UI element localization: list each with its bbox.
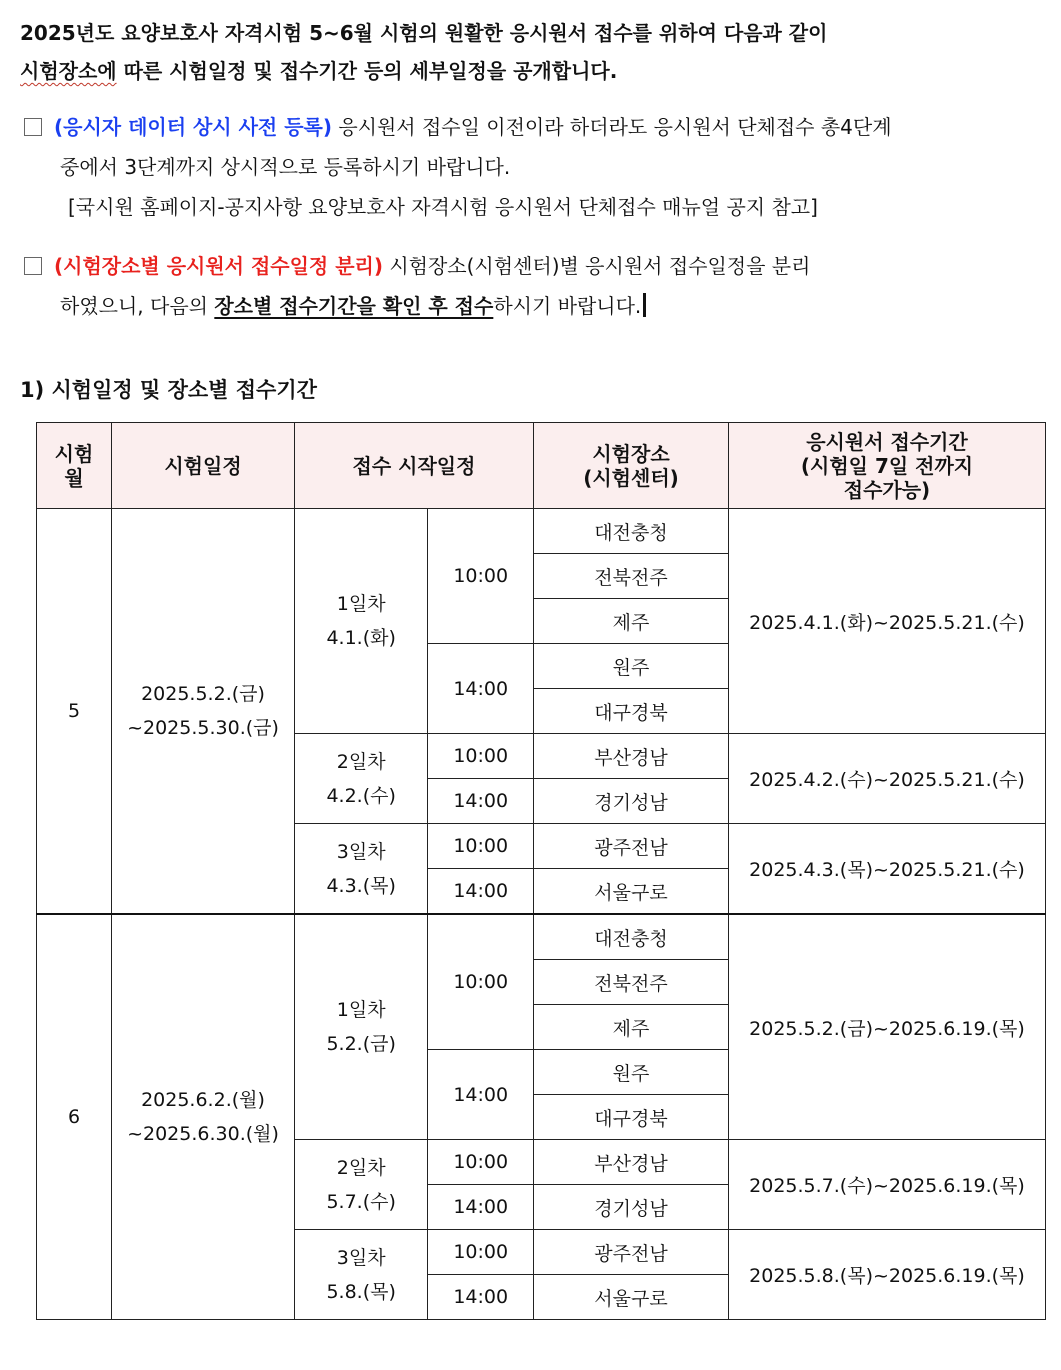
intro-line1: 2025년도 요양보호사 자격시험 5~6월 시험의 원활한 응시원서 접수를 위하여 다음과 같이 xyxy=(20,21,828,45)
exam-schedule-cell: 2025.6.2.(월) ~2025.6.30.(월) xyxy=(112,914,295,1320)
start-time-cell: 10:00 xyxy=(428,509,534,644)
application-period-cell: 2025.4.1.(화)~2025.5.21.(수) xyxy=(729,509,1046,734)
start-day-cell: 3일차 5.8.(목) xyxy=(295,1230,428,1320)
start-time-cell: 10:00 xyxy=(428,824,534,869)
item1-text: 응시원서 접수일 이전이라 하더라도 응시원서 단체접수 총4단계 xyxy=(331,115,892,139)
application-period-cell: 2025.4.3.(목)~2025.5.21.(수) xyxy=(729,824,1046,915)
schedule-table xyxy=(36,422,1046,1320)
venue-cell: 대전충청 xyxy=(534,914,729,960)
venue-cell: 서울구로 xyxy=(534,869,729,915)
table-row xyxy=(37,509,1046,554)
intro-line2: 따른 시험일정 및 접수기간 등의 세부일정을 공개합니다. xyxy=(116,59,618,83)
start-time-cell: 14:00 xyxy=(428,779,534,824)
month-cell: 5 xyxy=(37,509,112,915)
item1-title: (응시자 데이터 상시 사전 등록) xyxy=(54,115,332,139)
venue-cell: 광주전남 xyxy=(534,824,729,869)
checkbox-square-icon xyxy=(24,118,42,136)
venue-cell: 원주 xyxy=(534,1050,729,1095)
start-time-cell: 14:00 xyxy=(428,1185,534,1230)
item2-text: 시험장소(시험센터)별 응시원서 접수일정을 분리 xyxy=(382,254,811,278)
start-day-cell: 1일차 4.1.(화) xyxy=(295,509,428,734)
start-time-cell: 14:00 xyxy=(428,869,534,915)
header-venue: 시험장소 (시험센터) xyxy=(534,423,729,509)
item2-title: (시험장소별 응시원서 접수일정 분리) xyxy=(54,254,383,278)
header-schedule: 시험일정 xyxy=(112,423,295,509)
venue-cell: 부산경남 xyxy=(534,734,729,779)
section-title: 1) 시험일정 및 장소별 접수기간 xyxy=(20,378,317,402)
item2-text2b: 하시기 바랍니다. xyxy=(493,294,642,318)
notice-item-schedule-split xyxy=(20,246,1050,326)
item1-text2: 중에서 3단계까지 상시적으로 등록하시기 바랍니다. xyxy=(60,155,511,179)
start-time-cell: 10:00 xyxy=(428,1140,534,1185)
venue-cell: 전북전주 xyxy=(534,554,729,599)
text-cursor xyxy=(643,293,646,317)
start-time-cell: 14:00 xyxy=(428,1050,534,1140)
item2-text2a: 하였으니, 다음의 xyxy=(60,294,215,318)
start-time-cell: 10:00 xyxy=(428,1230,534,1275)
venue-cell: 제주 xyxy=(534,1005,729,1050)
venue-cell: 경기성남 xyxy=(534,779,729,824)
notice-item-preregistration xyxy=(20,107,1050,227)
venue-cell: 원주 xyxy=(534,644,729,689)
start-time-cell: 10:00 xyxy=(428,914,534,1050)
intro-venue-word: 시험장소에 xyxy=(20,59,117,83)
venue-cell: 서울구로 xyxy=(534,1275,729,1320)
venue-cell: 제주 xyxy=(534,599,729,644)
exam-schedule-cell: 2025.5.2.(금) ~2025.5.30.(금) xyxy=(112,509,295,915)
venue-cell: 대구경북 xyxy=(534,1095,729,1140)
venue-cell: 광주전남 xyxy=(534,1230,729,1275)
start-time-cell: 14:00 xyxy=(428,644,534,734)
schedule-table-body xyxy=(37,509,1046,1320)
table-row xyxy=(37,914,1046,960)
application-period-cell: 2025.5.2.(금)~2025.6.19.(목) xyxy=(729,914,1046,1140)
venue-cell: 전북전주 xyxy=(534,960,729,1005)
month-cell: 6 xyxy=(37,914,112,1320)
start-time-cell: 10:00 xyxy=(428,734,534,779)
application-period-cell: 2025.5.8.(목)~2025.6.19.(목) xyxy=(729,1230,1046,1320)
item1-reference: [국시원 홈페이지-공지사항 요양보호사 자격시험 응시원서 단체접수 매뉴얼 공지 참고] xyxy=(68,195,818,219)
venue-cell: 부산경남 xyxy=(534,1140,729,1185)
start-time-cell: 14:00 xyxy=(428,1275,534,1320)
application-period-cell: 2025.4.2.(수)~2025.5.21.(수) xyxy=(729,734,1046,824)
venue-cell: 경기성남 xyxy=(534,1185,729,1230)
header-start: 접수 시작일정 xyxy=(295,423,534,509)
checkbox-square-icon xyxy=(24,257,42,275)
header-period: 응시원서 접수기간 (시험일 7일 전까지 접수가능) xyxy=(729,423,1046,509)
start-day-cell: 2일차 5.7.(수) xyxy=(295,1140,428,1230)
start-day-cell: 3일차 4.3.(목) xyxy=(295,824,428,915)
intro-paragraph xyxy=(20,14,1050,90)
start-day-cell: 1일차 5.2.(금) xyxy=(295,914,428,1140)
venue-cell: 대구경북 xyxy=(534,689,729,734)
application-period-cell: 2025.5.7.(수)~2025.6.19.(목) xyxy=(729,1140,1046,1230)
venue-cell: 대전충청 xyxy=(534,509,729,554)
header-month: 시험월 xyxy=(37,423,112,509)
item2-underlined: 장소별 접수기간을 확인 후 접수 xyxy=(214,294,494,318)
start-day-cell: 2일차 4.2.(수) xyxy=(295,734,428,824)
